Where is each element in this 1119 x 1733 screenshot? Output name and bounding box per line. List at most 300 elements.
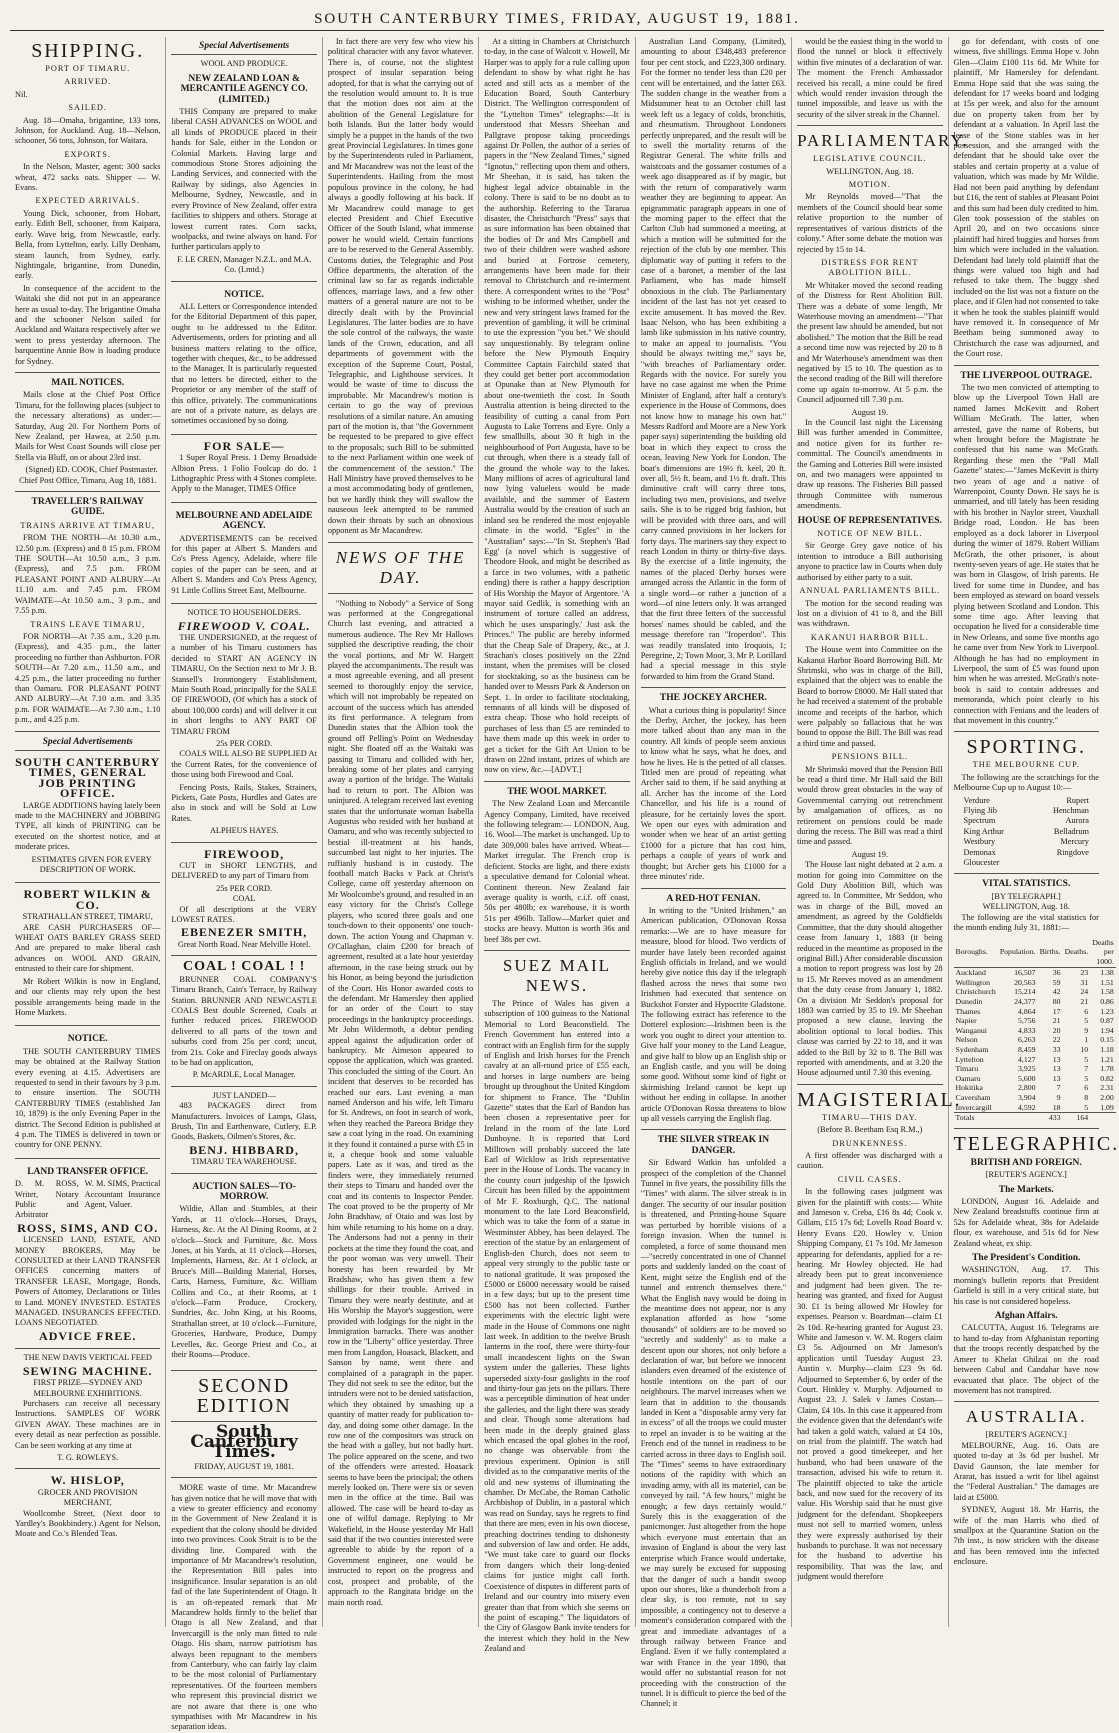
wool-market-title: THE WOOL MARKET.: [507, 786, 607, 797]
second-edition-title: SECOND EDITION: [196, 1374, 292, 1417]
table-cell: 7: [1056, 1083, 1061, 1093]
divider: [171, 1370, 316, 1371]
table-cell: 16,507: [1014, 968, 1036, 978]
notice-title: NOTICE.: [67, 1034, 108, 1045]
divider: [484, 781, 629, 782]
table-cell: Wanganui: [955, 1025, 987, 1035]
sydney-text: SYDNEY, August 18. Mr Harris, the wife of the man Harris who died of smallpox at the Quarantine Station on the 7th inst., is now stricken with the disease and has been removed into the infected enclosure.: [953, 1505, 1099, 1567]
divider: [797, 125, 942, 126]
hibbard-address: TIMARU TEA WAREHOUSE.: [191, 1157, 297, 1167]
hibbard-ad: [171, 1086, 316, 1170]
british-title: BRITISH AND FOREIGN.: [970, 1157, 1082, 1168]
table-cell: 2,800: [1018, 1083, 1036, 1093]
table-cell: Lyttelton: [955, 1054, 984, 1064]
table-cell: 5,600: [1018, 1073, 1036, 1083]
table-cell: 31: [1080, 977, 1089, 987]
divider: [328, 593, 473, 594]
columns: [10, 37, 1119, 1732]
smith-name: EBENEZER SMITH,: [180, 925, 308, 940]
house-title: NOTICE TO HOUSEHOLDERS.: [187, 608, 301, 618]
paper-date: FRIDAY, AUGUST 19, 1881.: [194, 1461, 294, 1471]
president-text: WASHINGTON, Aug. 17. This morning's bulletin reports that President Garfield is still in a very critical state, but his case is not considered hopeless.: [953, 1265, 1099, 1306]
leg-text: Mr Reynolds moved—"That the members of the Council should bear some relative proportion to the number of representatives of various districts of the colony." After some debate the motion was rejected by 15 to 14.: [797, 192, 943, 254]
horse-name: Ringdove: [1056, 847, 1089, 857]
arrived-text: Nil.: [15, 89, 28, 99]
brunner-ad: [171, 955, 316, 1082]
magisterial-title: MAGISTERIAL.: [797, 1088, 962, 1111]
forsale-text: 1 Super Royal Press. 1 Demy Broadside Albion Press. 1 Folio Foolcap do do. 1 Lithographic Press with 4 Stones complete. Apply to the Manager, TIMES Office: [171, 453, 317, 494]
sewing-title: THE NEW DAVIS VERTICAL FEED: [23, 1353, 152, 1363]
table-cell: Oamaru: [955, 1073, 981, 1083]
coal-title: COAL: [232, 894, 256, 904]
nzloan-sign: F. LE CREN, Manager N.Z.L. and M.A. Co. (Lmtd.): [177, 254, 312, 275]
vital-text: The following are the vital statistics for the month ending July 31, 1881:—: [953, 912, 1099, 933]
jockey-title: THE JOCKEY ARCHER.: [659, 693, 767, 704]
horse-name: Aurora: [1065, 816, 1089, 826]
distress-text: Mr Whitaker moved the second reading of the Distress for Rent Abolition Bill. There was a debate of some length, Mr Waterhouse moving an amendment—"That the present law should be amended, but not abolished." The motion that the Bill be read a second time now was rejected by 20 to 8 and Mr Waterhouse's amendment was then negatived by 15 to 10. The question as to the second reading of the Bill will therefore come up again to-morrow. At 5 p.m. the Council adjourned till 7.30 p.m.: [797, 280, 943, 405]
suez-text: The Prince of Wales has given a subscription of 100 guineas to the National Memorial to Lord Beaconsfield. The French Government has entered into a contract with an English firm for the supply of English and Irish horses for the French cavalry at an all-round price of £55 each, and horses in large numbers are being brought up throughout the United Kingdom for shipment to France. The "Dublin Gazette" states that the Earl of Bandon has been chosen a representative peer for Ireland in the room of the late Lord Dunboyne. It is reported that Lord Milltown will probably succeed the late Earl of Wicklow as Irish representative peer in the House of Lords. The vacancy in the county court judgeship of the Ipswich Circuit has been filled by the appointment of Mr F. Roxburgh, Q.C. The national monument to the late Lord Beaconsfield, which was to take the form of a statue in Westminster Abbey, has been delayed. The erection of the statue by an enlargement of English-den Church, does not seem to appeal very strongly to the public taste or to national gratitude. It was proposed the £5000 or £6000 necessary would be raised in a few days; but up to the present time £500 has not been collected. Further experiments with the electric light were made in the House of Commons one night last week. In addition to the twelve Brush lanterns in the roof, there were thirty-four small incandescent lights on the Swan system under the galleries. These lights superseded sixty-four gaslights in the roof and thirty-four gas jets on the pillars. There was a perceptible diminution of heat under the galleries, and the light there was steady and clear. Though some alterations had been made in the deeply grained glass which encased the opal globes in the roof, no change was observable from the previous experiment. Opinion is still divided as to the comparative merits of the old and new systems of illuminating the chamber. Dr McCabe, the Roman Catholic Archbishop of Dublin, in a pastoral which was read on Sunday, says he regrets to find that there are men, even in his own diocese, preaching doctrines tending to dishonesty and subversion of law and order. He adds, "We must take care to guard our flocks from dangers which their long-denied claims for justice might call forth. Coexistence of disputes in different parts of Ireland and our country into misery even greater than that from which she seems on the point of escaping." The liquidators of the City of Glasgow Bank invite tenders for the interest which they hold in the New Zealand and: [484, 998, 630, 1654]
table-cell: 1.78: [1100, 1064, 1114, 1074]
liverpool-title: THE LIVERPOOL OUTRAGE.: [960, 370, 1093, 381]
drunk-heading: DRUNKENNESS.: [832, 1138, 908, 1148]
wool-produce-title: WOOL AND PRODUCE.: [200, 59, 288, 69]
horse-name: Spectrum: [963, 816, 996, 826]
news-title: NEWS OF THE DAY.: [335, 547, 466, 587]
land-partners: [15, 1179, 160, 1221]
hibbard-name: BENJ. HIBBARD,: [189, 1142, 299, 1157]
table-cell: 1.21: [1100, 1054, 1114, 1064]
table-cell: 13: [1052, 1073, 1061, 1083]
table-cell: 2.00: [1100, 1093, 1114, 1102]
table-cell: 1: [1084, 1035, 1089, 1045]
land-text: LICENSED LAND, ESTATE, AND MONEY BROKERS, May be CONSULTED at their LAND TRANSFER OFFICES concerning matters of TRANSFER LEASE, Mortgage, Bonds, Powers of Attorney, Declarations or Titles to Land. MONEY INVESTED. ESTATES MANAGED. INSURANCES EFFECTED. LOANS NEGOTIATED.: [15, 1235, 161, 1328]
column-header: Deaths per 1000.: [1090, 937, 1116, 968]
table-cell: Invercargill: [955, 1102, 992, 1112]
table-cell: 3,904: [1018, 1093, 1036, 1102]
table-cell: 18: [1052, 1102, 1061, 1112]
table-cell: 8: [1084, 1093, 1089, 1102]
afghan-text: CALCUTTA, August 16. Telegrams are to hand to-day from Afghanistan reporting that the troops recently despatched by the Ameer to Khelat Ghilzai on the road between Cabul and Candahar have now evacuated that place. The object of the movement has not transpired.: [953, 1323, 1099, 1395]
table-cell: 4,864: [1018, 1006, 1036, 1016]
divider: [641, 1129, 786, 1130]
table-cell: 4,127: [1018, 1054, 1036, 1064]
horse-name: Rupert: [1066, 795, 1089, 805]
fenian-text: In writing to the "United Irishmen," an American publication, O'Donovan Rossa remarks:—We are to have measure for measure, blood for blood. Two verdicts of murder have lately been recorded against English officials in Ireland, and we would hereby give notice this day if the telegraph flashed across the news that some two Irishmen had executed that sentence on Buckshot Forster and Hypocrite Gladstone. The following extract has reference to the Dotterel explosion:—Irishmen been is the work you ought to direct your attention to. Give half your money to the Land League, and give half to blow up an English ship or an English castle, and you will be doing some good. Without some kind of fight or skirmishing Ireland cannot be kept up without her ending in collapse. In another article O'Donovan Rossa threatens to blow up all vessels carrying the English flag.: [640, 905, 787, 1124]
table-cell: Timaru: [955, 1064, 979, 1074]
job-text: LARGE ADDITIONS having lately been made to the MACHINERY and JOBBING TYPE, all kinds of PRINTING can be executed on the shortest notice, and at moderate prices.: [15, 800, 161, 852]
sailed-heading: SAILED.: [68, 103, 107, 113]
drunk-text: A first offender was discharged with a caution.: [797, 1151, 943, 1171]
mail-text: Mails close at the Chief Post Office Timaru, for the following places (subject to the necessary alterations) as under:— Saturday, Aug 20. For Northern Ports of New Zealand, per Hawea, at 2.50 p.m. Mails for West Coast Sounds will close per Stella via Bluff, on or about 23rd inst.: [15, 390, 161, 462]
melbourne-agency-ad: [171, 502, 316, 600]
table-cell: 7: [1084, 1064, 1089, 1074]
table-cell: 6: [1084, 1006, 1089, 1016]
table-cell: 6,263: [1018, 1035, 1036, 1045]
table-row: [954, 987, 1116, 997]
column-5: [636, 37, 792, 1709]
silver-text: Sir Edward Watkin has unfolded a prospect of the completion of the Channel Tunnel in five years, the possibility fills the "Times" with alarm. The silver streak is in danger. The security of our insular position is threatened, and Printing-house Square was perturbed by horrible visions of a foreign invasion. When the tunnel is completed, a force of some thousand men—"secretly concentrated in one of Channel ports and suddenly landed on the coast of Kent, might seize the English end of the tunnel and entrench themselves there." What the English navy would be doing in the meantime does not appear, nor is any explanation afforded as how "some thousands" of soldiers are to be moved so "secretly and suddenly" as to make a descent upon our shores, not only before a declaration of war, but before we innocent islanders even dreamed of the existence of hostile intentions on the part of our neighbours. The marvel increases when we learn that in addition to the thousands landed in Kent a "disposable army very far in excess" of all the troops we could muster to repel an invader is to be waiting at the French end of the tunnel in readiness to be carried across in three days to English soil. The "Times" seems to have extraordinary notions of the rapidity with which an invading army, with all its materiel, can be conveyed by rail. "A few hours," might be enough; a few days certainly would." Surely this is the exaggeration of the panicmonger. Just altogether from the hope which everyone must entertain that an invasion of England is about the very last enterprise which France would undertake, we may surely be excused for supposing that the danger of such a bandit swoop upon our shores, like a thunderbolt from a clear sky, is too remote, not to say impossible, a contingency not to deserve a moment's consideration compared with the great and immediate advantages of a through railway between France and England. Even if we fully contemplated a war with France in the year 1890, that would offer no substantial reason for not proceeding with the construction of the tunnel. It is difficult to pierce the bed of the Channel; it: [640, 1158, 787, 1709]
news-cont: At a sitting in Chambers at Christchurch to-day, in the case of Walcott v. Howell, Mr Harper was to apply for a rule calling upon defendant to show by what right he has acted and still acts as a member of the Education Board, South Canterbury District. The Wellington correspondent of the "Lyttelton Times" telegraphs:—It is understood that Messrs Sheehan and Pallgrave propose taking proceedings against Dr Pollen, the author of a series of papers in the "New Zealand Times," signed "Ignotus," reflecting upon them and others. Mr Sheehan, it is said, has taken the highest legal advice obtainable in the colony. There is said to be no doubt as to the authorship. Referring to the Tararua disaster, the Christchurch "Press" says that as sure information has been obtained that the bodies of Dr and Mrs Campbell and two of their children were washed ashore and buried at Fortrose cemetery, arrangements have been made for their removal to Christchurch and re-interment there. A correspondent writes to the "Post" wishing to be informed whether, under the new and very stringent laws framed for the prevention of gambling, it will be criminal to use the expression "you bet." We should say unquestionably. By telegram online before the New Plymouth Enquiry Committee Captain Fairchild stated that they could get better port accommodation at Opunake than at New Plymouth for about one-twentieth the cost. In South Australia attention is being directed to the feasibility of cutting a canal from Port Augusta to Lake Torrens and Eyre. Only a few smallhills, about 30 ft high in the neighbourhood of Port Augusta, have to be cut through, when there is a steady fall of the ground the whole way to the lakes. Many millions of acres of agricultural land now lying valueless would be made available, and the summer of Eastern Australia would by the creation of such an inland sea be rendered the most enjoyable climate in the world. "Egles" in the "Australian" says:—"In St. Stephen's 'Bad Egg' (a novel which is suggestive of Theodore Hook, and might be described as a farce in two volumes, with a pathetic ending) there is rather a happy description of His Worship the Mayor of Argentore. 'A mayor said Gedlik, is something with an instrument of torture called an address, which he uses unsparingly.' Just ask the Princes." The public are hereby informed that the Cheap Sale of Drapery, &c., at J. Strachan's closes positively on the 22nd instant, when the premises will be closed for stocktaking, so as the business can be handed over to Messrs Park & Anderson on Sept. 1. In order to facilitate stocktaking, remnants of all kinds will be disposed of extra cheap. Those who hold receipts of purchases of less than £5 are reminded to have them made up this week in order to get a ticket for the Gift Art Union to be drawn on 22nd instant, prizes of which are now on view, &c.—[ADVT.]: [484, 37, 630, 775]
divider: [954, 1401, 1099, 1402]
table-row: [954, 1064, 1116, 1074]
nzloan-ad: [171, 54, 316, 277]
sewing-prize: FIRST PRIZE—SYDNEY AND MELBOURNE EXHIBITIONS.: [33, 1378, 143, 1398]
table-cell: Napier: [955, 1016, 977, 1026]
list-item: [954, 816, 1099, 826]
landed-text: 483 PACKAGES direct from Manufacturers. Invoices of Lamps, Glass, Brush, Tin and Earthenware, Cutlery, E.P. Goods, Baskets, Oilmen's Stores, &c.: [171, 1101, 317, 1142]
divider: [954, 1128, 1099, 1129]
table-cell: 33: [1052, 1045, 1061, 1055]
trains-arrive-heading: TRAINS ARRIVE AT TIMARU,: [20, 520, 156, 530]
sewing-ad: [15, 1348, 160, 1465]
special-ads-heading: Special Advertisements: [42, 736, 133, 747]
auction-ad: [171, 1173, 316, 1365]
afghan-title: Afghan Affairs.: [994, 1311, 1058, 1322]
exports-heading: EXPORTS.: [64, 149, 111, 159]
jockey-text: What a curious thing is popularity! Since the Derby, Archer, the jockey, has been more talked about than any man in the country. All kinds of people seem anxious to know what he says, what he does, and how he lives. He is the petted of all classes. Titled men are proud of repeating what Archer said to them, if he said anything at all. Archer has the income of the Lord Chancellor, and his life is a round of pleasure, for he certainly loves the sport. We open our eyes with admiration and wonder when we hear of an artist getting £1000 for a picture that has cost him, perhaps a couple of years of work and thought; but Archer gets his £1000 for a three minutes' ride.: [640, 705, 787, 882]
auction-text: Wildie, Allan and Stumbles, at their Yards, at 11 o'clock—Horses, Drays, Harness, &c. At the Al Dining Rooms, at 2 o'clock—Stock and Furniture, &c. Moss Jones, at his Yards, at 11 o'clock—Horses, Implements, Harness, &c. At 1 o'clock, at Bruce's Mill—Building Material, Horses, Carts, Harness, Furniture, &c. William Collins and Co., at their Rooms, at 1 o'clock—Farm Produce, Crockery, Sundries, &c. John King, at his Rooms, Strathallan street, at 10 o'clock—Furniture, Groceries, Hardware, Produce, Dumpy Levelles, &c. George Priest and Co., at their Rooms—Produce.: [171, 1204, 317, 1360]
masthead: SOUTH CANTERBURY TIMES, FRIDAY, AUGUST 19, 1881.: [10, 8, 1104, 31]
table-row: [954, 1045, 1116, 1055]
smith-address: Great North Road. Near Melville Hotel.: [177, 939, 311, 949]
table-cell: Wellington: [955, 977, 990, 987]
table-cell: 433: [1038, 1113, 1063, 1123]
railway-title: TRAVELLER'S RAILWAY GUIDE.: [31, 497, 144, 518]
auction-title: AUCTION SALES—TO-MORROW.: [192, 1181, 296, 1202]
shipping-note: In consequence of the accident to the Waitaki she did not put in an appearance here as usual to-day. The brigantine Omaha and the schooner Nelson sailed for Auckland and Waitara respectively after we went to press yesterday afternoon. The barquentine Annie Bow is loading produce for Sydney.: [15, 283, 161, 366]
column-4: [479, 37, 635, 1654]
motion-heading: MOTION.: [848, 180, 891, 190]
forsale-title: FOR SALE—: [203, 438, 285, 453]
job-estimates: ESTIMATES GIVEN FOR EVERY DESCRIPTION OF WORK.: [31, 854, 152, 875]
annual-bill-heading: ANNUAL PARLIAMENTS BILL.: [799, 586, 941, 596]
totals-row: [954, 1113, 1116, 1123]
table-row: [954, 1007, 1116, 1017]
land-transfer-ad: [15, 1158, 160, 1346]
hislop-text: Woollcombe Street, (Next door to Yardley's Bookbindery.) Agent for Nelson, Moate and Co.'s Blended Teas.: [15, 1508, 161, 1539]
markets-title: The Markets.: [998, 1184, 1054, 1195]
table-row: [954, 1055, 1116, 1065]
table-cell: 1.09: [1100, 1102, 1114, 1112]
table-cell: 1.23: [1100, 1006, 1114, 1016]
table-cell: 5: [1084, 1102, 1089, 1112]
table-cell: 24: [1080, 987, 1089, 997]
divider: [15, 491, 160, 492]
parliament-title: PARLIAMENTARY.: [797, 131, 969, 151]
cup-text: The following are the scratchings for the Melbourne Cup up to August 10:—: [953, 772, 1099, 793]
melbourne-text: MELBOURNE, Aug. 16. Oats are quoted to-day at 3s 6d per bushel. Mr David Gaunson, the late member for Ararat, has issued a writ for libel against the "Federal Australian." The damages are laid at £5000.: [953, 1440, 1099, 1502]
editorial-text: MORE waste of time. Mr Macandrew has given notice that he will move that with a view to greater efficiency and economy in the Government of New Zealand it is expedient that the colony should be divided into two provinces. Cook Strait is to be the dividing line. Compared with the importance of Mr Macandrew's resolution, the Representation Bill pales into insignificance. Insular separation is an old fad of the late Superintendent of Otago. It is an oft-repeated remark that Mr Macandrew holds firmly to the belief that Otago is all New Zealand, and that Invercargill is the only man fitted to rule Otago. His sham, narrow patriotism has always been repugnant to the members from Canterbury, who can fairly lay claim to be the most colonial of Parliamentary representatives. Of the fourteen members who represent this provincial district we are not aware that there is one who sympathises with Mr Macandrew in his separation ideas.: [171, 1483, 317, 1732]
notice-bill-heading: NOTICE OF NEW BILL.: [817, 529, 923, 539]
land-right: W. M. SIMS, Practical Accountant Insurance Agent, Valuer.: [84, 1179, 161, 1209]
pensions-text: Mr Shrimski moved that the Pension Bill be read a third time. Mr Hall said the Bill would throw great obstacles in the way of Governmental carrying out retrenchment by amalgamation of offices, as no retirement on pensions could be made during the recess. The Bill was read a third time and passed.: [797, 764, 943, 847]
table-cell: 8,459: [1018, 1045, 1036, 1055]
table-cell: 1.58: [1100, 987, 1114, 997]
nzloan-text: THIS Company are prepared to make liberal CASH ADVANCES on WOOL and all kinds of PRODUCE placed in their hands for Sale, either in the London or Colonial Markets. Having large and commodious Stone Stores adjoining the Landing Services, and connected with the Railway by sidings, also Agencies in Melbourne, Sydney, Newcastle, and in every Province of New Zealand, offer extra facilities to shippers and others. Storage at lowest current rates. Corn sacks, woolpacks, and twine always on hand. For further particulars apply to: [171, 107, 317, 252]
table-cell: 20,563: [1014, 977, 1036, 987]
table-cell: 5: [1084, 1054, 1089, 1064]
table-cell: 1.18: [1100, 1045, 1114, 1055]
column-3: [323, 37, 479, 1627]
list-item: [954, 827, 1099, 837]
port-heading: PORT OF TIMARU.: [45, 64, 131, 73]
coal-big-title: COAL ! COAL ! !: [182, 959, 306, 975]
wilkin-text: ARE CASH PURCHASERS OF— WHEAT OATS BARLEY GRASS SEED And are prepared to make liberal cash advances on WOOL AND GRAIN, entrusted to their care for shipment.: [15, 922, 161, 974]
horse-name: Westbury: [963, 837, 996, 847]
silver-cont: would be the easiest thing in the world to flood the tunnel or block it effectively within five minutes of a declaration of war. The moment the French Ambassador received his recall, a mine could be fired which would render invasion through the tunnel impossible, and leave us with the security of the silver streak in the Channel.: [797, 37, 943, 119]
table-cell: 21: [1052, 1016, 1061, 1026]
column-1: [10, 37, 166, 1627]
column-7: [949, 37, 1119, 1627]
land-advice: ADVICE FREE.: [39, 1328, 137, 1343]
wilkin-note: Mr Robert Wilkin is now in England, and our clients may rely upon the best possible arrangements being made in the Home Markets.: [15, 976, 161, 1017]
wilkin-name: ROBERT WILKIN & CO.: [23, 887, 152, 912]
legislative-heading: LEGISLATIVE COUNCIL.: [813, 154, 927, 164]
table-cell: Hokitika: [955, 1083, 983, 1093]
table-cell: 164: [1063, 1113, 1091, 1123]
table-cell: [998, 1113, 1038, 1123]
special-ads-heading: Special Advertisements: [199, 41, 290, 51]
divider: [641, 687, 786, 688]
sporting-title: SPORTING.: [966, 736, 1087, 759]
table-cell: Thames: [955, 1006, 981, 1016]
news-text: "Nothing to Nobody" a Service of Song was performed at the Congregational Church last evening, and attracted a numerous audience. The Rev Mr Hallows supplied the descriptive reading, the choir the vocal portions, and Mr W. Hargett played the accompaniments. The result was a most agreeable evening, and all present seemed to thoroughly enjoy the service, which will not improbably be repeated on account of the success which has attended its first performance. A telegram from Dunedin states that the Albion took the ground off Pelling's Point on Wednesday night. She floated off as the Waitaki was passing to Timaru and collided with her, breaking some of her plates and carrying away a portion of the bridge. The Waitaki had to return to port. The Albion was uninjured. A telegram received last evening states that the unfortunate woman Isabella Augustus who resided with her husband at Oamaru, and who was recently subjected to bestial ill-treatment at his hands, succumbed last night to her injuries. The ruffianly husband is in custody. The football match Backs v Pack at Christ's College, came off yesterday afternoon on Mr Woolcombe's ground, and resulted in an easy victory for the Christ's College players, who scored three goals and one touch-down to their opponents' one touch-down. The action Young and Chapman v. O'Callaghan, claim £200 for breach of agreement, resulted at a late hour yesterday afternoon, in the case being struck out by his Honor, as being beyond the jurisdiction of the Court. His Honor awarded costs to the defendant. Mr Hamersley then applied for an order of the Court to stay proceedings in the bankruptcy proceedings. Mr John Wildermoth, a debtor pending appeal against the adjudication order of bankruptcy. Mr Aimeson appeared to oppose the application, which was granted. This concluded the sitting of the Court. An incident that deserves to be recorded has reached our ears. Last evening a man named Anderson and his wife, left Timaru for St. Andrews, on foot in search of work, when they reached the Pareora Bridge they saw a coat lying in the road. On examining it they found it contained a purse with £5 in it, a cheque book and some valuable papers. Late as it was, and tired as the finders were, they immediately returned their steps to Timaru and handed over the coat and its contents to Inspector Pender. The coat proved to be the property of Mr John Bradshaw, of Otaio and was lost by him while returning to his home on a dray. The Andersons had not a penny in their pockets at the time they found the coat, and the poor woman was very unwell. Their honesty has been rewarded by Mr Bradshaw, who has given them a few shillings for their trouble. Arrived in Timaru they were nearly destitute, and at His Worship the Mayor's suggestion, were provided with lodgings for the night in the Immigration barracks. There was another row in the "Liberty" office yesterday. Three men from Langdon, Hoasack, Blackett, and Sanson by name, went there and complained of a paragraph in the paper. They did not seek to see the editor, but the intruders were not to be denied satisfaction, which they obtained by smashing up a quantity of matter ready for publication to-day, and doing some other damage. In the row one of the compositors was struck on the head with a galley, but not badly hurt. The police appeared on the scene, and two of the offenders were arrested. Hoasack seems to have been the principal; the others merely looked on. There were six or seven men in the office at the time. Bail was allowed. The case will be heard to-day as one of wilful damage. Replying to Mr Wakefield, in the House yesterday Mr Hall said that if the two counties interested were agreeable to abide by the report of a Government engineer, one would be instructed to report on the progress and cost, prospect and probable, of the approach to the Rangitata bridge on the main north road.: [327, 598, 474, 1607]
divider: [15, 731, 160, 732]
table-header-row: [954, 937, 1116, 968]
table-cell: Christchurch: [955, 987, 996, 997]
table-cell: 13: [1052, 1064, 1061, 1074]
table-cell: 10: [1080, 1045, 1089, 1055]
mag-cont: go for defendant, with costs of one witness, five shillings. Emma Hope v. John Glen—Claim £100 11s 6d. Mr White for plaintiff, Mr Hamersley for defendant. Emma Hope said that she was suing the defendant for 17 weeks board and lodging at 15s per week, and also for the amount due on property taken from her by defendant at a valuation. In April last the lease of the Stone stables was in her possession, and she arranged with the defendant that he should take over the stables and certain property at a value of valuation, which was made by Mr Wildie. Had not been paid anything by defendant but £16, the rent of stables at Pleasant Point and this sum had been duly credited to him. Glen took possession of the stables on April 20, and on two occasions since plaintiff had hired buggies and horses from him which were included in the valuation. Defendant had lately told plaintiff that the things were valued too high and had refused to take them. The buggy shed included on the list was not a fixture on the place, and if Glen had not consented to take it when he took the stables plaintiff would have removed it. In consequence of Mr Beetham being summoned away to Christchurch the case was adjourned, and the Court rose.: [953, 37, 1099, 359]
horse-name: King Arthur: [963, 826, 1004, 836]
sewing-name: SEWING MACHINE.: [22, 1363, 153, 1378]
firewood-ad: [171, 603, 316, 839]
horse-name: Belladrum: [1053, 826, 1089, 836]
table-cell: 59: [1052, 977, 1061, 987]
trains-arrive-text: FROM THE NORTH—At 10.30 a.m., 12.50 p.m. (Express) and 8 15 p.m. FROM THE SOUTH—At 10.50 a.m., 3 p.m. (Express), and 7.5 p.m. FROM PLEASANT POINT AND ALBURY—At 11.10 a.m. and 7.45 p.m. FROM WAIMATE—At 10.50 a.m., 3 p.m., and 7.55 p.m.: [15, 533, 161, 616]
table-cell: 5: [1084, 1016, 1089, 1026]
column-header: Population.: [998, 937, 1038, 968]
column-header: Deaths.: [1063, 937, 1091, 968]
reuters2-line: [REUTER'S AGENCY.]: [985, 1430, 1067, 1440]
vital-telegram: [BY TELEGRAPH.]: [991, 891, 1061, 901]
list-item: [954, 806, 1099, 816]
divider: [641, 888, 786, 889]
table-row: [954, 1016, 1116, 1026]
table-body: [954, 968, 1116, 1123]
table-cell: 4,592: [1018, 1102, 1036, 1112]
hislop-name: W. HISLOP,: [50, 1473, 125, 1488]
notice-text: THE SOUTH CANTERBURY TIMES may be obtained at the Railway Station every evening at 4.15. Advertisers are requested to send in their favours by 3 p.m. to ensure insertion. The SOUTH CANTERBURY TIMES (established Jan 10, 1879) is the only Evening Paper in the district. The Second Edition is published at 4 p.m. The TIMES is delivered in town or country for ONE PENNY.: [15, 1046, 161, 1150]
divider: [171, 1477, 316, 1478]
column-header: Boroughs.: [954, 937, 998, 968]
smith-ad: [171, 842, 316, 953]
vital-date: WELLINGTON, Aug. 18.: [982, 902, 1070, 912]
table-cell: 20: [1052, 1025, 1061, 1035]
aug19-date: August 19.: [851, 407, 889, 417]
cup-horse-list: [954, 796, 1099, 869]
brunner-sign: P. McARDLE, Local Manager.: [192, 1070, 296, 1080]
firewood-text: THE UNDERSIGNED, at the request of a number of his Timaru customers has decided to START AN AGENCY IN TIMARU, On the Section next to Mr J. B. Stansell's Ironmongery Establishment, Main South Road, principally for the SALE OF FIREWOOD, (Of which has a stock of about 100,000 cords) and will deliver it cut in short lengths to ANY PART OF TIMARU FROM: [171, 632, 317, 736]
table-cell: 4,833: [1018, 1025, 1036, 1035]
paper-name: South Canterbury Times.: [190, 1421, 298, 1463]
alpheus-sign: ALPHEUS HAYES.: [209, 826, 279, 836]
gold-text: The House last night debated at 2 a.m. a motion for going into Committee on the Gold Duty Abolition Bill, which was agreed to. In Committee, Mr Seddon, who was in charge of the Bill, moved an amendment, as agreed by the Goldfields Committee, that the duty should altogether cease from January 1, 1883 (it being reduced in the meantime as proposed in the original Bill.) After considerable discussion a motion to report progress was lost by 28 to 15. Mr Reeves moved as an amendment that the duty cease from January 1, 1882. On a division Mr Seddon's proposal for 1883 was carried by 35 to 19. Mr Sheehan proposed a new clause, leaving the abolition optional to local bodies. This clause was carried by 22 to 18, and it was added to the Bill by 32 to 8. The Bill was reported with amendments, and at 3.20 the House adjourned until 7.30 this evening.: [797, 860, 943, 1078]
table-cell: 5: [1084, 1073, 1089, 1083]
column-2: [166, 37, 322, 1732]
divider: [484, 950, 629, 951]
brunner-text: BRUNNER COAL COMPANY'S Timaru Branch, Cain's Terrace, by Railway Station. BRUNNER AND NEWCASTLE COALS Best double Screened, Coals at further reduced prices. FIREWOOD delivered to all parts of the town and suburbs cord from 25s per cord; uncut, from 21s. Coke and Fireclay goods always to be had on application,: [171, 974, 317, 1067]
table-cell: 22: [1052, 1035, 1061, 1045]
kakanui-heading: KAKANUI HARBOR BILL.: [810, 632, 929, 642]
before-line: (Before B. Beetham Esq R.M.,): [817, 1125, 923, 1135]
table-row: [954, 997, 1116, 1007]
table-cell: 21: [1080, 997, 1089, 1007]
divider: [954, 873, 1099, 874]
table-cell: Nelson: [955, 1035, 978, 1045]
fenian-title: A RED-HOT FENIAN.: [666, 893, 761, 904]
editor-notice-ad: [171, 281, 316, 431]
pensions-heading: PENSIONS BILL.: [831, 752, 908, 762]
table-cell: 1.51: [1100, 977, 1114, 987]
firewood-price: 25s PER CORD.: [216, 738, 273, 748]
table-cell: Auckland: [955, 968, 986, 978]
table-cell: Caversham: [955, 1093, 991, 1102]
table-cell: 17: [1052, 1006, 1061, 1016]
table-cell: 9: [1084, 1025, 1089, 1035]
divider: [15, 372, 160, 373]
column-header: Births.: [1038, 937, 1063, 968]
melb-title: MELBOURNE AND ADELAIDE AGENCY.: [175, 510, 313, 532]
liverpool-text: The two men convicted of attempting to blow up the Liverpool Town Hall are named James McKevitt and Robert William McGrath. The latter, when arrested, gave the name of Roberts, but when brought before the Magistrate he confessed that his name was McGrath. Regarding these men the "Pall Mall Gazette" states:—"James McKevitt is thirty two years of age and a native of Warrenpoint, County Down. He says he is unmarried, and till lately has been residing with his brother in Naylor street, Vauxhall Bridge road, London. He has been employed as a dock laborer in Liverpool during the winter of 1879. Robert William McGrath, the other prisoner, is about twenty-seven years of age. He states that he was born in Glasgow, of Irish parents. He lived for some time in Dundee, and has been employed as steward on board vessels plying between Scotland and London. This some time ago. After leaving that occupation he lived for a considerable time in New Orleans, and some five months ago he came over from New York to Liverpool. Although he has had no employment in Liverpool, the sum of £5 was found upon him when he was arrested. McGrath's note-book is said to contain addresses and memoranda, which point clearly to his connection with Fenians and the leaders of that movement in this country.": [953, 383, 1099, 725]
divider: [954, 365, 1099, 366]
list-item: [954, 858, 1099, 868]
table-cell: 13: [1052, 1054, 1061, 1064]
notice-bill-text: Sir George Grey gave notice of his intention to introduce a Bill authorising anyone to practice law in Courts when duly authorised by either party to a suit.: [797, 541, 943, 582]
table-cell: 3,925: [1018, 1064, 1036, 1074]
leg-date: WELLINGTON, Aug. 18.: [826, 166, 914, 176]
table-cell: 0.15: [1100, 1035, 1114, 1045]
telegraphic-title: TELEGRAPHIC.: [953, 1132, 1119, 1155]
notice-ad: [15, 1025, 160, 1154]
horse-name: Henchman: [1053, 806, 1089, 816]
table-cell: Dunedin: [955, 997, 983, 1007]
expected-text: Young Dick, schooner, from Hobart, early. Edith Bell, schooner, from Kaipara, early. Wave brig, from Newcastle, early. Bella, from Lyttelton, early. Lilly Denham, steam launch, from Sydney, early. Nightingale, brigantine, from Dunedin, early.: [15, 208, 161, 281]
notice-title: NOTICE.: [224, 289, 265, 300]
shipping-title: SHIPPING.: [31, 40, 145, 62]
reuters-line: [REUTER'S AGENCY.]: [985, 1170, 1067, 1180]
table-cell: 24,377: [1014, 997, 1036, 1007]
divider: [328, 542, 473, 543]
table-cell: 1.94: [1100, 1025, 1114, 1035]
table-cell: 0.86: [1100, 997, 1114, 1007]
hislop-ad: [15, 1468, 160, 1543]
horse-name: Verdure: [963, 795, 990, 805]
table-cell: 0.82: [1100, 1073, 1114, 1083]
melbourne-cup-heading: THE MELBOURNE CUP.: [972, 760, 1080, 770]
job-printing-ad: [15, 750, 160, 879]
notice-text: ALL Letters or Correspondence intended for the Editorial Department of this paper, ought to be addressed to the Editor. Advertisements, orders for printing and all business matters relating to the office, together with cheques, &c., to be addressed to the Manager. It is particularly requested that no letters be directed, either to the Proprietor or any member of the staff of this office, privately. The communications are not of a private nature, as delays are sometimes occasioned by so doing.: [171, 301, 317, 426]
list-item: [954, 848, 1099, 858]
table-row: [954, 1026, 1116, 1036]
table-cell: 1.38: [1100, 968, 1114, 978]
timaru-day: TIMARU—THIS DAY.: [821, 1112, 918, 1122]
forsale-ad: [171, 434, 316, 499]
table-row: [954, 1103, 1116, 1113]
vital-title: VITAL STATISTICS.: [982, 879, 1071, 890]
firewood2-text: CUT in SHORT LENGTHS, and DELIVERED to any part of Timaru from: [171, 861, 317, 881]
trains-leave-text: FOR NORTH—At 7.35 a.m., 3.20 p.m. (Express), and 4.35 p.m., the latter proceeding no further than Ashburton. FOR SOUTH—At 7.20 a.m., 11.50 a.m., and 4.25 p.m., the latter proceeding no further than Oamaru. FOR PLEASANT POINT AND ALBURY—At 7.10 a.m. and 3.35 p.m. FOR WAIMATE—At 7.30 a.m., 1.10 p.m., and 4.25 p.m.: [15, 631, 161, 725]
table-cell: 36: [1052, 968, 1061, 978]
table-cell: 9: [1056, 1093, 1061, 1102]
mail-signed: (Signed) ED. COOK, Chief Postmaster. Chief Post Office, Timaru, Aug 18, 1881.: [19, 465, 158, 485]
coal-supplied: COALS WILL ALSO BE SUPPLIED At the Current Rates, for the convenience of those using both Firewood and Coal.: [171, 749, 317, 780]
wool-market-text: The New Zealand Loan and Mercantile Agency Company, Limited, have received the following telegram:— LONDON, Aug. 16. Wool—The market is unchanged. Up to date 309,000 bales have arrived. Wheat—Market irregular. The French crop is deficient. Stocks are light, and there exists a speculative demand for Colonial wheat. Continent thereon. New Zealand fair average quality is worth, c.i.f. off coast, 50s per 480lb; ex warehouse, it is worth 51s per 496lb. Tallow—Market quiet and stocks are heavy. Mutton is worth 36s and beef 38s per cwt.: [484, 799, 630, 944]
horse-name: Gloucester: [963, 858, 1000, 868]
arrived-heading: ARRIVED.: [64, 77, 112, 87]
annual-text: The motion for the second reading was lost on a division of 41 to 8, and the Bill was withdrawn.: [797, 598, 943, 629]
table-cell: 23: [1080, 968, 1089, 978]
exports-text: In the Nelson, Master, agent: 300 sacks wheat, 472 sacks oats. Shipper — W. Evans.: [15, 162, 161, 193]
nzloan-title: NEW ZEALAND LOAN & MERCANTILE AGENCY CO. (LIMITED.): [180, 73, 308, 105]
hislop-trade: GROCER AND PROVISION MERCHANT,: [37, 1487, 138, 1508]
list-item: [954, 837, 1099, 847]
vital-statistics-table: [954, 937, 1116, 1123]
distress-heading: DISTRESS FOR RENT ABOLITION BILL.: [821, 257, 919, 278]
table-cell: Sydenham: [955, 1045, 989, 1055]
table-cell: 6: [1084, 1083, 1089, 1093]
suez-title: SUEZ MAIL NEWS.: [502, 955, 612, 995]
table-cell: 80: [1052, 997, 1061, 1007]
editorial-cont: In fact there are very few who view his political character with any favor whatever. There is, of course, not the slightest prospect of insular separation being adopted, for that is what the carrying out of the resolution would amount to. It is true that the motion does not aim at the abolition of the General Legislature for both Islands. But the latter body would simply be a puppet in the hands of the two great Provincial Legislatures. In times gone by the Superintendents ruled in Parliament, and Mr Macandrew was not the least of the Superintendents. Hailing from the most populous province in the colony, he had always a goodly following at his back. If Mr Macandrew could manage to get elected President and Chief Executive Officer of the South Island, what immense power he would wield. Certain functions are to be reserved to the General Assembly. Customs duties, the Telegraphic and Post Office departments, the alteration of the criminal law so far as regards indictable offences, marriage laws, and a few other matters of a general nature are not to be directly dealt with by the Provincial Legislatures. The latter bodies are to have the sole control of the railways, the waste lands of the Crown, education, and all departments of government with the exception of the Supreme Court, Postal, Telegraphic, and Lighthouse services. It would be waste of time to discuss the improbable. Mr Macandrew's motion is certain to go the way of previous resolutions of a similar nature. An amusing part of the motion is, that "the Government be requested to be prepared to give effect to the proposals; such Bill to be submitted to the next Parliament within one week of the commencement of the session." The Hall Ministry have proved themselves to be a most accommodating body of gentlemen, but we hardly think they will swallow the nauseous leek attempted to be rammed down their throats by such an obnoxious opponent as Mr Macandrew.: [327, 37, 474, 536]
land-firm: ROSS, SIMS, AND CO.: [17, 1220, 159, 1235]
sewing-text: Purchasers can receive all necessary Instructions. SAMPLES OF WORK GIVEN AWAY. These machines are in every detail as near perfection as possible. Can be seen working at any time at: [15, 1398, 161, 1450]
firewood2-title: FIREWOOD,: [204, 846, 285, 861]
table-row: [954, 1074, 1116, 1084]
land-left: D. M. ROSS, Writer, Notary Public and Arbitrator: [15, 1179, 79, 1220]
trains-leave-heading: TRAINS LEAVE TIMARU,: [30, 619, 146, 629]
president-title: The President's Condition.: [972, 1253, 1081, 1264]
horse-name: Demonax: [963, 847, 996, 857]
firewood2-price: 25s PER CORD.: [216, 883, 273, 893]
firewood-title: FIREWOOD V. COAL.: [177, 618, 311, 633]
table-cell: Totals: [954, 1113, 998, 1123]
table-row: [954, 978, 1116, 988]
civil-heading: CIVIL CASES.: [837, 1174, 902, 1184]
expected-heading: EXPECTED ARRIVALS.: [35, 196, 140, 206]
table-cell: 5,756: [1018, 1016, 1036, 1026]
table-row: [954, 1083, 1116, 1093]
mail-title: MAIL NOTICES.: [51, 377, 125, 388]
kakanui-text: The House went into Committee on the Kakanui Harbor Board Borrowing Bill. Mr Shrimski, who was in charge of the Bill, explained that the object was to enable the Board to borrow £8000. Mr Hall stated that he had received a statement of the probable income and receipts of the harbor, which were palpably so fallacious that he was bound to oppose the Bill. The Bill was read a third time and passed.: [797, 645, 943, 748]
fencing-text: Fencing Posts, Rails, Stakes, Strainers, Pickets, Gate Posts, Hurdles and Gates are also in stock and will be Sold at Low Rates.: [171, 782, 317, 823]
silver-title: THE SILVER STREAK IN DANGER.: [657, 1135, 770, 1156]
table-cell: [1090, 1113, 1116, 1123]
australia-title: AUSTRALIA.: [965, 1407, 1087, 1427]
horse-name: Flying Jib: [963, 806, 997, 816]
wilkin-address: STRATHALLAN STREET, TIMARU,: [22, 912, 153, 922]
table-cell: 2.31: [1100, 1083, 1114, 1093]
table-row: [954, 968, 1116, 978]
table-cell: 15,214: [1014, 987, 1036, 997]
wilkin-ad: [15, 882, 160, 1022]
table-cell: 0.87: [1100, 1016, 1114, 1026]
landed-title: JUST LANDED—: [212, 1090, 276, 1100]
licensing-text: In the Council last night the Licensing Bill was further amended in Committee, and notice given for its further re-committal. The Council's amendments in the Gaming and Lotteries Bill were insisted on, and two managers were appointed to draw up reasons. The Fisheries Bill passed through Committee with numerous amendments.: [797, 418, 943, 511]
horse-name: Mercury: [1060, 837, 1089, 847]
divider: [797, 1084, 942, 1085]
melb-text: ADVERTISEMENTS can be received for this paper at Albert S. Manders and Co's Press Agency, Adelaide, where file copies of the paper can be seen, and at Albert S. Manders and Co's Press Agency, 91 Little Collins Street East, Melbourne.: [171, 533, 317, 595]
